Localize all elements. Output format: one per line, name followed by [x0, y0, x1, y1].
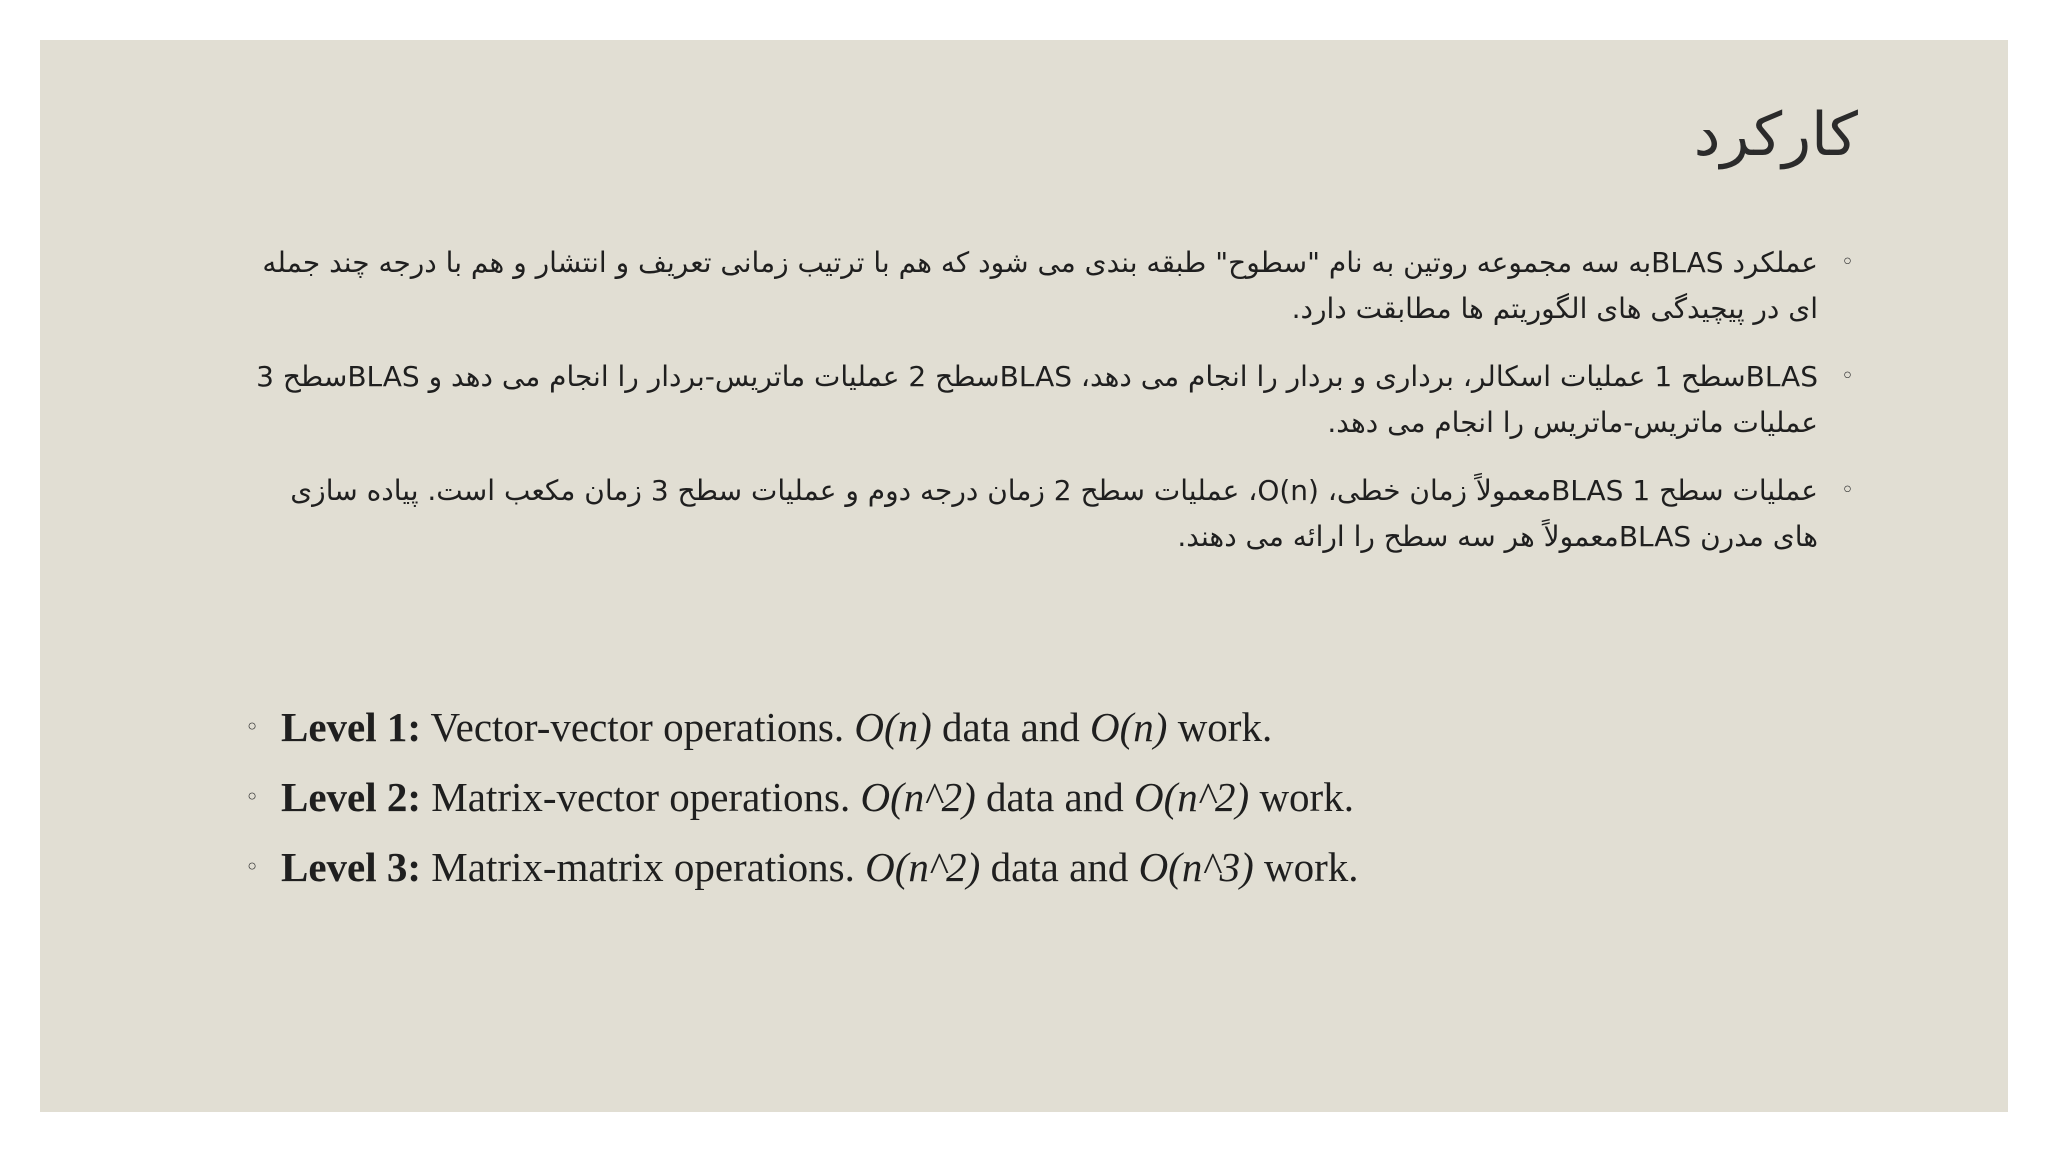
level-label: Level 3: [281, 844, 422, 890]
bullet-icon: ◦ [1841, 478, 1854, 503]
bullet-icon: ◦ [245, 713, 260, 741]
level-mid: data and [980, 844, 1139, 890]
level-label: Level 1: [281, 704, 422, 750]
level-item-1 [245, 692, 1359, 762]
bullet-text: عملکرد BLASبه سه مجموعه روتین به نام "سطوح" طبقه بندی می شود که هم با ترتیب زمانی تعریف و انتشار و هم با درجه چند جمله ای در پیچیدگی های الگوریتم ها مطابقت دارد. [262, 246, 1818, 325]
level-item-2 [245, 762, 1359, 832]
bullet-icon: ◦ [245, 853, 260, 881]
slide [40, 40, 2008, 1112]
level-work-complexity: O(n^2) [1133, 774, 1250, 820]
level-work-complexity: O(n) [1090, 704, 1168, 750]
level-tail: work. [1167, 704, 1273, 750]
bullet-text: عملیات سطح 1 BLASمعمولاً زمان خطی، O(n)، عملیات سطح 2 زمان درجه دوم و عملیات سطح 3 زمان مکعب است. پیاده سازی های مدرن BLASمعمولاً هر سه سطح را ارائه می دهند. [290, 474, 1818, 553]
level-data-complexity: O(n) [854, 704, 932, 750]
list-item [238, 468, 1858, 560]
level-tail: work. [1249, 774, 1354, 820]
level-desc: Matrix-matrix operations. [421, 844, 866, 890]
level-desc: Vector-vector operations. [421, 704, 855, 750]
bullet-icon: ◦ [1841, 250, 1854, 275]
level-tail: work. [1253, 844, 1359, 890]
level-item-3 [245, 832, 1359, 902]
level-data-complexity: O(n^2) [860, 774, 976, 820]
level-label: Level 2: [281, 774, 422, 820]
persian-bullet-list [238, 240, 1858, 582]
level-desc: Matrix-vector operations. [421, 774, 861, 820]
levels-list [245, 692, 1359, 902]
slide-title: کارکرد [1693, 100, 1858, 170]
level-data-complexity: O(n^2) [865, 844, 981, 890]
bullet-icon: ◦ [1841, 364, 1854, 389]
level-work-complexity: O(n^3) [1138, 844, 1254, 890]
level-mid: data and [931, 704, 1091, 750]
bullet-icon: ◦ [245, 783, 260, 811]
level-mid: data and [975, 774, 1134, 820]
bullet-text: BLASسطح 1 عملیات اسکالر، برداری و بردار را انجام می دهد، BLASسطح 2 عملیات ماتریس-بردار را انجام می دهد و BLASسطح 3 عملیات ماتریس-ماتریس را انجام می دهد. [256, 360, 1818, 439]
list-item [238, 240, 1858, 332]
list-item [238, 354, 1858, 446]
